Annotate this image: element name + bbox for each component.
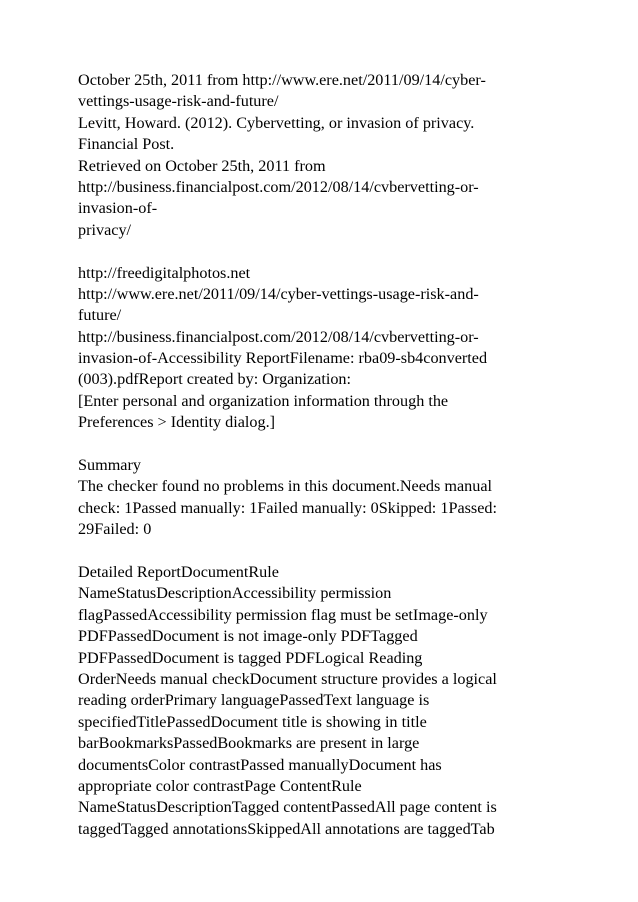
blank-line xyxy=(78,434,578,455)
text-line: http://freedigitalphotos.net xyxy=(78,263,251,282)
text-line: flagPassedAccessibility permission flag must be setImage-only xyxy=(78,605,488,624)
text-line: NameStatusDescriptionTagged contentPassedAll page content is xyxy=(78,798,497,817)
text-line: Preferences > Identity dialog.] xyxy=(78,413,276,432)
text-line: appropriate color contrastPage ContentRule xyxy=(78,776,362,795)
text-line: PDFPassedDocument is tagged PDFLogical Reading xyxy=(78,648,423,667)
text-line: (003).pdfReport created by: Organization: xyxy=(78,370,351,389)
text-line: invasion-of- xyxy=(78,199,158,218)
text-line: The checker found no problems in this document.Needs manual xyxy=(78,477,493,496)
text-line: documentsColor contrastPassed manuallyDocument has xyxy=(78,755,442,774)
text-line: [Enter personal and organization information through the xyxy=(78,391,449,410)
text-line: taggedTagged annotationsSkippedAll annotations are taggedTab xyxy=(78,819,495,838)
text-line: reading orderPrimary languagePassedText language is xyxy=(78,691,430,710)
text-line: PDFPassedDocument is not image-only PDFTagged xyxy=(78,627,418,646)
text-line: vettings-usage-risk-and-future/ xyxy=(78,92,279,111)
blank-line xyxy=(78,241,578,262)
document-page xyxy=(78,70,578,840)
text-line: barBookmarksPassedBookmarks are present in large xyxy=(78,734,420,753)
text-line: Levitt, Howard. (2012). Cybervetting, or invasion of privacy. xyxy=(78,113,475,132)
text-line: privacy/ xyxy=(78,220,132,239)
section-heading: Detailed ReportDocumentRule xyxy=(78,562,279,581)
text-line: Financial Post. xyxy=(78,135,175,154)
section-heading: Summary xyxy=(78,456,141,475)
blank-line xyxy=(78,541,578,562)
text-line: check: 1Passed manually: 1Failed manually: 0Skipped: 1Passed: xyxy=(78,498,498,517)
text-line: http://business.financialpost.com/2012/08/14/cvbervetting-or- xyxy=(78,177,479,196)
text-line: http://www.ere.net/2011/09/14/cyber-vettings-usage-risk-and- xyxy=(78,284,479,303)
text-line: October 25th, 2011 from http://www.ere.net/2011/09/14/cyber- xyxy=(78,71,486,89)
text-line: Retrieved on October 25th, 2011 from xyxy=(78,156,326,175)
text-line: http://business.financialpost.com/2012/08/14/cvbervetting-or- xyxy=(78,327,479,346)
text-line: NameStatusDescriptionAccessibility permission xyxy=(78,584,392,603)
text-line: invasion-of-Accessibility ReportFilename: rba09-sb4converted xyxy=(78,349,488,368)
text-line: future/ xyxy=(78,306,122,325)
text-line: OrderNeeds manual checkDocument structure provides a logical xyxy=(78,669,497,688)
text-line: specifiedTitlePassedDocument title is showing in title xyxy=(78,712,427,731)
text-line: 29Failed: 0 xyxy=(78,520,152,539)
